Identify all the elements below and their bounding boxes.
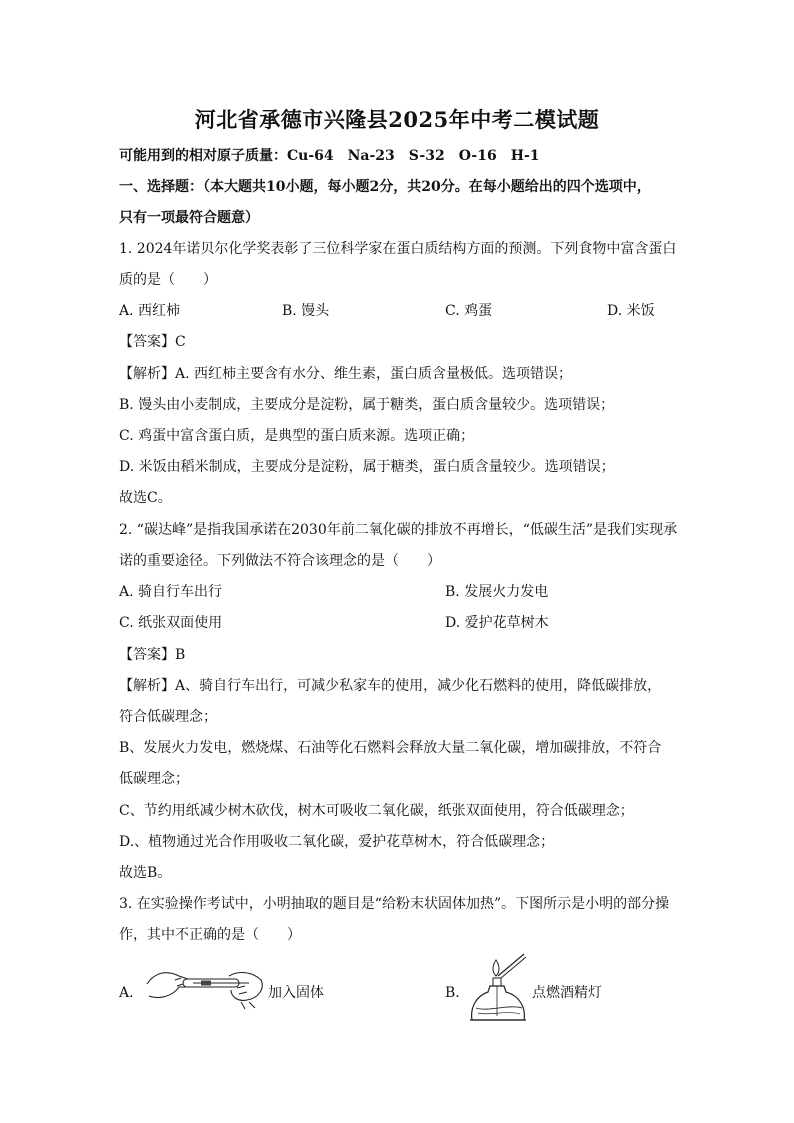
q2-option-b: B. 发展火力发电 xyxy=(445,584,549,600)
q1-option-b: B. 馒头 xyxy=(282,303,330,319)
page-title: 河北省承德市兴隆县2025年中考二模试题 xyxy=(194,107,600,132)
q2-option-a: A. 骑自行车出行 xyxy=(119,584,223,600)
q3-option-b-label: 点燃酒精灯 xyxy=(532,985,602,1001)
q2-analysis-line7: 故选B。 xyxy=(119,865,172,881)
q1-stem-line2: 质的是（ ） xyxy=(119,272,217,288)
q3-stem-line2: 作，其中不正确的是（ ） xyxy=(119,927,301,943)
q2-analysis-line5: C、节约用纸减少树木砍伐，树木可吸收二氧化碳，纸张双面使用，符合低碳理念； xyxy=(119,803,634,819)
q1-analysis-line3: C. 鸡蛋中富含蛋白质，是典型的蛋白质来源。选项正确； xyxy=(119,428,475,444)
atomic-mass-na: Na-23 xyxy=(347,148,395,164)
atomic-mass-h: H-1 xyxy=(510,148,540,164)
q2-option-d: D. 爱护花草树木 xyxy=(445,615,549,631)
q1-analysis-line5: 故选C。 xyxy=(119,490,172,506)
q1-analysis-line1: 【解析】A. 西红柿主要含有水分、维生素，蛋白质含量极低。选项错误； xyxy=(119,366,573,382)
q1-stem-line1: 1. 2024年诺贝尔化学奖表彰了三位科学家在蛋白质结构方面的预测。下列食物中富含蛋白 xyxy=(119,241,677,257)
q2-answer: 【答案】B xyxy=(119,647,186,663)
q1-analysis-line2: B. 馒头由小麦制成，主要成分是淀粉，属于糖类，蛋白质含量较少。选项错误； xyxy=(119,397,615,413)
atomic-mass-cu: Cu-64 xyxy=(287,148,334,164)
q3-option-b-letter: B. xyxy=(445,985,460,1001)
q2-stem-line2: 诺的重要途径。下列做法不符合该理念的是（ ） xyxy=(119,553,441,569)
q1-answer: 【答案】C xyxy=(119,334,186,350)
q2-analysis-line3: B、发展火力发电，燃烧煤、石油等化石燃料会释放大量二氧化碳，增加碳排放，不符合 xyxy=(119,740,662,756)
atomic-mass-label: 可能用到的相对原子质量： xyxy=(119,148,287,164)
alcohol-lamp-figure xyxy=(468,950,530,1030)
q2-option-c: C. 纸张双面使用 xyxy=(119,615,223,631)
q2-analysis-line1: 【解析】A、骑自行车出行，可减少私家车的使用，减少化石燃料的使用，降低碳排放， xyxy=(119,678,662,694)
q3-option-a-letter: A. xyxy=(119,985,134,1001)
atomic-mass-o: O-16 xyxy=(458,148,497,164)
q2-analysis-line2: 符合低碳理念； xyxy=(119,709,217,725)
atomic-mass-line xyxy=(119,146,554,166)
q1-option-c: C. 鸡蛋 xyxy=(445,303,493,319)
section-heading-line1: 一、选择题：（本大题共10小题，每小题2分，共20分。在每小题给出的四个选项中， xyxy=(119,179,651,195)
add-solid-hands-figure xyxy=(145,962,267,1010)
q1-option-a: A. 西红柿 xyxy=(119,303,181,319)
section-heading-line2: 只有一项最符合题意） xyxy=(119,210,259,226)
q3-option-a-label: 加入固体 xyxy=(268,985,324,1001)
q2-analysis-line6: D.、植物通过光合作用吸收二氧化碳，爱护花草树木，符合低碳理念； xyxy=(119,834,555,850)
q1-analysis-line4: D. 米饭由稻米制成，主要成分是淀粉，属于糖类，蛋白质含量较少。选项错误； xyxy=(119,459,615,475)
q2-stem-line1: 2. “碳达峰”是指我国承诺在2030年前二氧化碳的排放不再增长，“低碳生活”是我们实现承 xyxy=(119,522,678,538)
q3-stem-line1: 3. 在实验操作考试中，小明抽取的题目是“给粉末状固体加热”。下图所示是小明的部分操 xyxy=(119,896,670,912)
atomic-mass-s: S-32 xyxy=(408,148,445,164)
q2-analysis-line4: 低碳理念； xyxy=(119,771,189,787)
q1-option-d: D. 米饭 xyxy=(607,303,655,319)
